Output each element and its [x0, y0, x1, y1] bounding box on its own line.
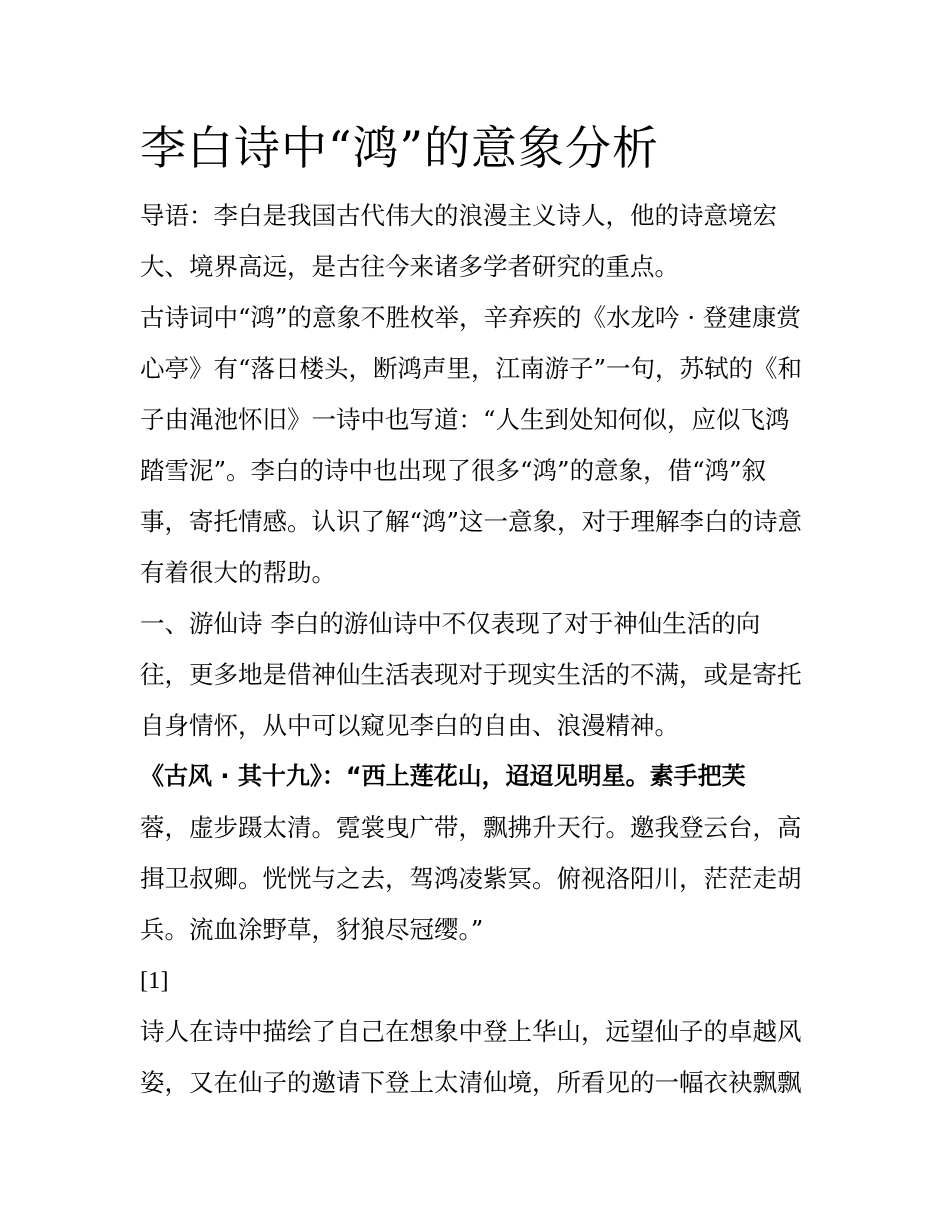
- document-body: [140, 110, 820, 1108]
- paragraph-line: 踏雪泥”。李白的诗中也出现了很多“鸿”的意象，借“鸿”叙: [140, 456, 767, 485]
- paragraph-line: 事，寄托情感。认识了解“鸿”这一意象，对于理解李白的诗意: [140, 507, 803, 536]
- paragraph-line: 自身情怀，从中可以窥见李白的自由、浪漫精神。: [140, 711, 679, 740]
- poem-line: 蓉，虚步蹑太清。霓裳曳广带，飘拂升天行。邀我登云台，高: [140, 813, 802, 842]
- intro-line-2: 大、境界高远，是古往今来诸多学者研究的重点。: [140, 252, 679, 281]
- paragraph-line: 姿，又在仙子的邀请下登上太清仙境，所看见的一幅衣袂飘飘: [140, 1068, 802, 1097]
- paragraph-line: 诗人在诗中描绘了自己在想象中登上华山，远望仙子的卓越风: [140, 1017, 802, 1046]
- paragraph-line: 心亭》有“落日楼头，断鸿声里，江南游子”一句，苏轼的《和: [140, 354, 803, 383]
- paragraph-line: 有着很大的帮助。: [140, 558, 336, 587]
- poem-title-line: 《古风 · 其十九》：“西上莲花山，迢迢见明星。素手把芙: [140, 762, 746, 790]
- section-heading-line: 一、游仙诗 李白的游仙诗中不仅表现了对于神仙生活的向: [140, 609, 761, 638]
- poem-line: 揖卫叔卿。恍恍与之去，驾鸿凌紫冥。俯视洛阳川，茫茫走胡: [140, 864, 802, 893]
- paragraph-line: 往，更多地是借神仙生活表现对于现实生活的不满，或是寄托: [140, 660, 802, 689]
- paragraph-line: 古诗词中“鸿”的意象不胜枚举，辛弃疾的《水龙吟 · 登建康赏: [140, 303, 801, 332]
- poem-line: 兵。流血涂野草，豺狼尽冠缨。”: [140, 915, 484, 944]
- intro-line-1: 导语：李白是我国古代伟大的浪漫主义诗人，他的诗意境宏: [140, 201, 777, 230]
- footnote-reference: [1]: [140, 967, 169, 994]
- document-title: 李白诗中“鸿”的意象分析: [140, 121, 660, 175]
- paragraph-line: 子由渑池怀旧》一诗中也写道：“人生到处知何似，应似飞鸿: [140, 405, 790, 434]
